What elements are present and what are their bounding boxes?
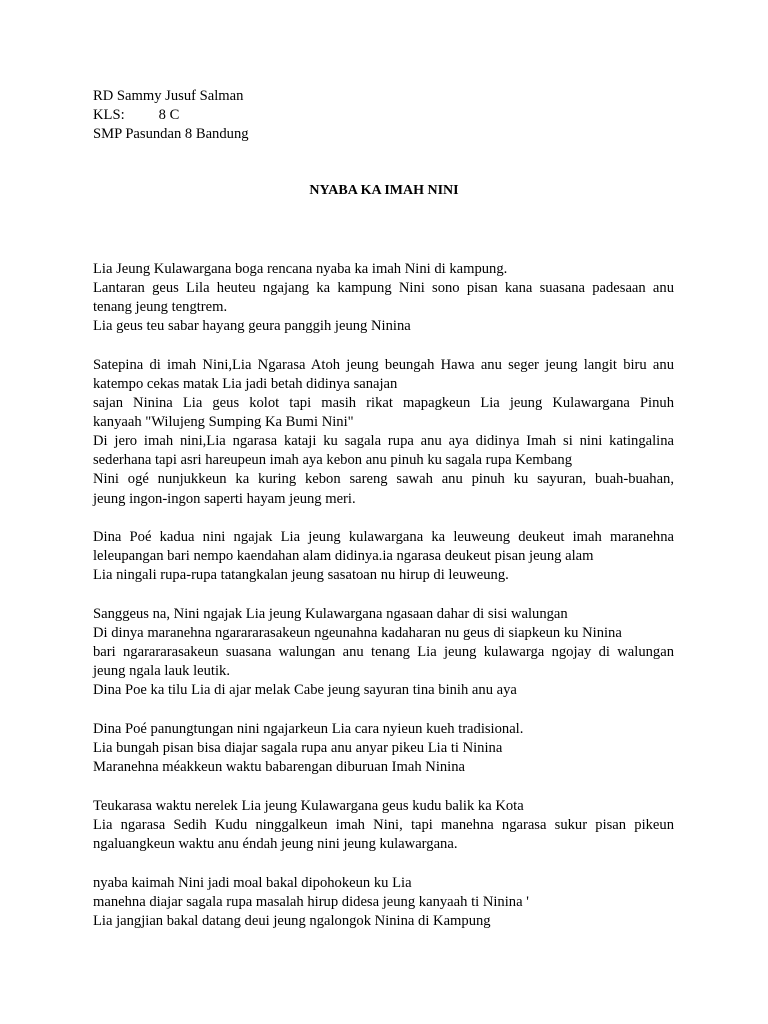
body-line: Lia Jeung Kulawargana boga rencana nyaba ka imah Nini di kampung. [93, 261, 508, 277]
class-value: 8 C [158, 107, 180, 123]
body-line: Dina Poé panungtungan nini ngajarkeun Lia cara nyieun kueh tradisional. [93, 721, 524, 737]
body-line: kanyaah "Wilujeng Sumping Ka Bumi Nini" [93, 414, 354, 430]
body-line: Lia jangjian bakal datang deui jeung ngalongok Ninina di Kampung [93, 913, 491, 929]
class-label: KLS: [93, 107, 125, 123]
body-line: Lia bungah pisan bisa diajar sagala rupa anu anyar pikeu Lia ti Ninina [93, 740, 503, 756]
body-line: nyaba kaimah Nini jadi moal bakal dipohokeun ku Lia [93, 875, 412, 891]
body-line: sajan Ninina Lia geus kolot tapi masih rikat mapagkeun Lia jeung Kulawargana Pinuh [93, 395, 674, 411]
body-line: Teukarasa waktu nerelek Lia jeung Kulawargana geus kudu balik ka Kota [93, 798, 524, 814]
body-line: Di dinya maranehna ngarararasakeun ngeunahna kadaharan nu geus di siapkeun ku Ninina [93, 625, 622, 641]
body-line: Sanggeus na, Nini ngajak Lia jeung Kulawargana ngasaan dahar di sisi walungan [93, 606, 568, 622]
body-line: jeung ngala lauk leutik. [93, 663, 230, 679]
class-line [93, 106, 674, 125]
body-line: bari ngarararasakeun suasana walungan anu tenang Lia jeung kulawarga ngojay di walungan [93, 644, 674, 660]
body-line: manehna diajar sagala rupa masalah hirup didesa jeung kanyaah ti Ninina ' [93, 894, 529, 910]
body-line: Satepina di imah Nini,Lia Ngarasa Atoh jeung beungah Hawa anu seger jeung langit biru anu [93, 357, 674, 373]
body-line: Nini ogé nunjukkeun ka kuring kebon sareng sawah anu pinuh ku sayuran, buah-buahan, [93, 471, 674, 487]
body-line: Dina Poé kadua nini ngajak Lia jeung kulawargana ka leuweung deukeut imah maranehna [93, 529, 674, 545]
body-line: tenang jeung tengtrem. [93, 299, 228, 315]
document-title: NYABA KA IMAH NINI [309, 183, 459, 198]
body-line: Lia geus teu sabar hayang geura panggih jeung Ninina [93, 318, 411, 334]
body-line: Di jero imah nini,Lia ngarasa kataji ku sagala rupa anu aya didinya Imah si nini katingalina [93, 433, 674, 449]
body-line: Lia ningali rupa-rupa tatangkalan jeung sasatoan nu hirup di leuweung. [93, 567, 509, 583]
author-name: RD Sammy Jusuf Salman [93, 88, 244, 104]
body-line: leleupangan bari nempo kaendahan alam didinya.ia ngarasa deukeut pisan jeung alam [93, 548, 594, 564]
body-line: Maranehna méakkeun waktu babarengan diburuan Imah Ninina [93, 759, 465, 775]
school-name: SMP Pasundan 8 Bandung [93, 126, 249, 142]
body-line: ngaluangkeun waktu anu éndah jeung nini jeung kulawargana. [93, 836, 458, 852]
body-line: katempo cekas matak Lia jadi betah didinya sanajan [93, 376, 398, 392]
body-line: jeung ingon-ingon saperti hayam jeung meri. [93, 491, 356, 507]
body-line: Lantaran geus Lila heuteu ngajang ka kampung Nini sono pisan kana suasana padesaan anu [93, 280, 674, 296]
body-line: Dina Poe ka tilu Lia di ajar melak Cabe jeung sayuran tina binih anu aya [93, 682, 517, 698]
body-line: sederhana tapi asri hareupeun imah aya kebon anu pinuh ku sagala rupa Kembang [93, 452, 572, 468]
body-line: Lia ngarasa Sedih Kudu ninggalkeun imah Nini, tapi manehna ngarasa sukur pisan pikeun [93, 817, 674, 833]
